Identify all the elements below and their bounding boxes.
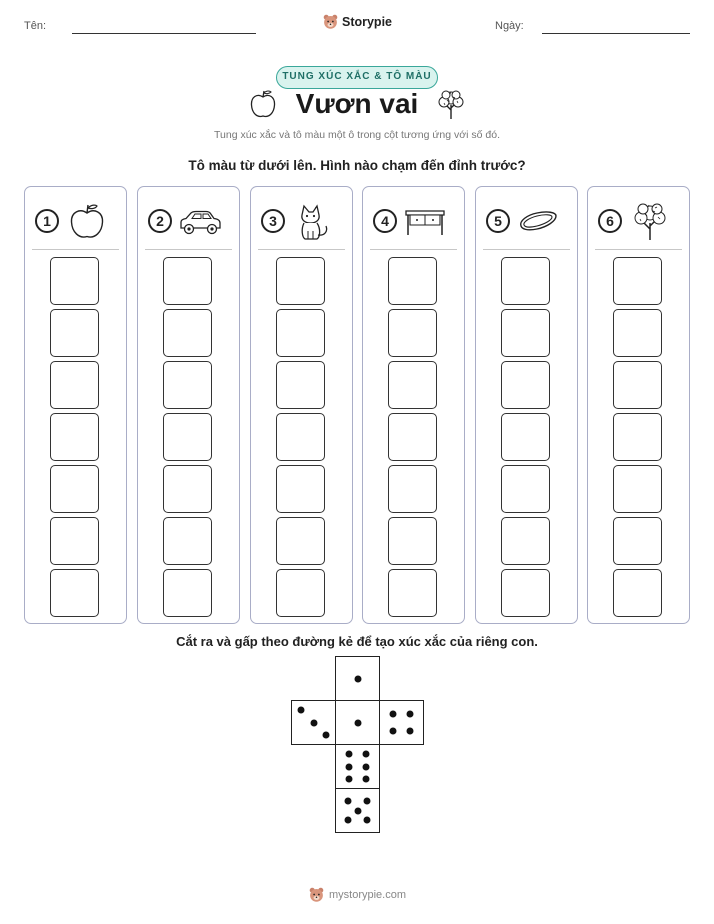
color-box[interactable] bbox=[163, 257, 212, 305]
brand-logo bbox=[0, 13, 714, 30]
die-pip bbox=[345, 751, 352, 758]
color-box[interactable] bbox=[501, 413, 550, 461]
column-header bbox=[486, 199, 568, 243]
cut-instruction: Cắt ra và gấp theo đường kẻ để tạo xúc xắc của riêng con. bbox=[176, 634, 538, 649]
column-divider bbox=[595, 249, 682, 250]
die-pip bbox=[345, 763, 352, 770]
column-number: 5 bbox=[486, 209, 510, 233]
brand-name: Storypie bbox=[341, 14, 392, 29]
instruction: Tô màu từ dưới lên. Hình nào chạm đến đỉnh trước? bbox=[188, 158, 526, 173]
column-number: 1 bbox=[35, 209, 59, 233]
color-box[interactable] bbox=[276, 569, 325, 617]
color-box[interactable] bbox=[276, 413, 325, 461]
die-pip bbox=[298, 707, 305, 714]
color-box[interactable] bbox=[276, 361, 325, 409]
color-box[interactable] bbox=[501, 309, 550, 357]
title-row bbox=[0, 88, 714, 120]
column-number: 3 bbox=[261, 209, 285, 233]
cat-icon bbox=[290, 201, 336, 241]
die-pip bbox=[354, 675, 361, 682]
color-box[interactable] bbox=[388, 517, 437, 565]
color-box[interactable] bbox=[163, 361, 212, 409]
column-header bbox=[373, 199, 455, 243]
date-line bbox=[542, 33, 690, 34]
color-box[interactable] bbox=[613, 257, 662, 305]
column-3 bbox=[250, 186, 353, 624]
color-box[interactable] bbox=[388, 309, 437, 357]
die-pip bbox=[354, 719, 361, 726]
color-box[interactable] bbox=[501, 517, 550, 565]
color-box[interactable] bbox=[163, 517, 212, 565]
die-pip bbox=[354, 807, 361, 814]
rubber-band-icon bbox=[515, 201, 561, 241]
die-pip bbox=[322, 731, 329, 738]
color-box[interactable] bbox=[388, 361, 437, 409]
column-number: 4 bbox=[373, 209, 397, 233]
desk-icon bbox=[402, 201, 448, 241]
die-pip bbox=[363, 775, 370, 782]
tree-icon bbox=[627, 201, 673, 241]
color-box[interactable] bbox=[501, 257, 550, 305]
name-line bbox=[72, 33, 256, 34]
date-label: Ngày: bbox=[495, 20, 524, 32]
color-box[interactable] bbox=[613, 465, 662, 513]
column-1 bbox=[24, 186, 127, 624]
column-header bbox=[261, 199, 343, 243]
activity-badge: TUNG XÚC XẮC & TÔ MÀU bbox=[276, 66, 438, 89]
apple-icon bbox=[64, 201, 110, 241]
die-pip bbox=[407, 728, 414, 735]
color-box[interactable] bbox=[613, 569, 662, 617]
die-pip bbox=[345, 798, 352, 805]
color-box[interactable] bbox=[50, 257, 99, 305]
footer-url: mystorypie.com bbox=[328, 888, 407, 901]
die-face-1 bbox=[335, 656, 380, 701]
apple-icon bbox=[248, 88, 278, 120]
color-box[interactable] bbox=[50, 361, 99, 409]
color-box[interactable] bbox=[276, 517, 325, 565]
color-box[interactable] bbox=[50, 413, 99, 461]
column-number: 6 bbox=[598, 209, 622, 233]
color-box[interactable] bbox=[50, 569, 99, 617]
color-box[interactable] bbox=[613, 517, 662, 565]
color-box[interactable] bbox=[163, 569, 212, 617]
die-face-6 bbox=[335, 744, 380, 789]
die-pip bbox=[345, 816, 352, 823]
color-box[interactable] bbox=[613, 309, 662, 357]
die-pip bbox=[389, 710, 396, 717]
color-box[interactable] bbox=[50, 309, 99, 357]
column-divider bbox=[32, 249, 119, 250]
column-6 bbox=[587, 186, 690, 624]
die-pip bbox=[389, 728, 396, 735]
color-box[interactable] bbox=[388, 465, 437, 513]
color-box[interactable] bbox=[163, 465, 212, 513]
die-face-3 bbox=[291, 700, 336, 745]
column-4 bbox=[362, 186, 465, 624]
color-box[interactable] bbox=[501, 465, 550, 513]
car-icon bbox=[177, 201, 223, 241]
footer bbox=[0, 886, 714, 903]
tree-icon bbox=[436, 88, 466, 120]
die-pip bbox=[363, 798, 370, 805]
column-2 bbox=[137, 186, 240, 624]
die-pip bbox=[363, 816, 370, 823]
color-box[interactable] bbox=[276, 309, 325, 357]
bear-icon bbox=[322, 13, 339, 30]
die-pip bbox=[363, 763, 370, 770]
color-box[interactable] bbox=[388, 569, 437, 617]
column-header bbox=[148, 199, 230, 243]
column-divider bbox=[258, 249, 345, 250]
color-box[interactable] bbox=[276, 257, 325, 305]
die-pip bbox=[345, 775, 352, 782]
color-box[interactable] bbox=[276, 465, 325, 513]
column-divider bbox=[370, 249, 457, 250]
column-divider bbox=[145, 249, 232, 250]
column-5 bbox=[475, 186, 578, 624]
page-title: Vươn vai bbox=[295, 88, 419, 119]
color-box[interactable] bbox=[50, 465, 99, 513]
bear-icon bbox=[308, 886, 325, 903]
die-face-1 bbox=[335, 700, 380, 745]
name-label: Tên: bbox=[24, 20, 47, 32]
die-pip bbox=[310, 719, 317, 726]
color-box[interactable] bbox=[501, 569, 550, 617]
die-pip bbox=[363, 751, 370, 758]
column-number: 2 bbox=[148, 209, 172, 233]
color-box[interactable] bbox=[388, 257, 437, 305]
subtitle: Tung xúc xắc và tô màu một ô trong cột tương ứng với số đó. bbox=[214, 129, 500, 141]
die-pip bbox=[407, 710, 414, 717]
color-box[interactable] bbox=[388, 413, 437, 461]
color-box[interactable] bbox=[50, 517, 99, 565]
color-box[interactable] bbox=[501, 361, 550, 409]
column-divider bbox=[483, 249, 570, 250]
color-box[interactable] bbox=[163, 309, 212, 357]
die-face-4 bbox=[379, 700, 424, 745]
die-face-5 bbox=[335, 788, 380, 833]
column-header bbox=[598, 199, 680, 243]
column-header bbox=[35, 199, 117, 243]
color-box[interactable] bbox=[163, 413, 212, 461]
color-box[interactable] bbox=[613, 413, 662, 461]
color-box[interactable] bbox=[613, 361, 662, 409]
